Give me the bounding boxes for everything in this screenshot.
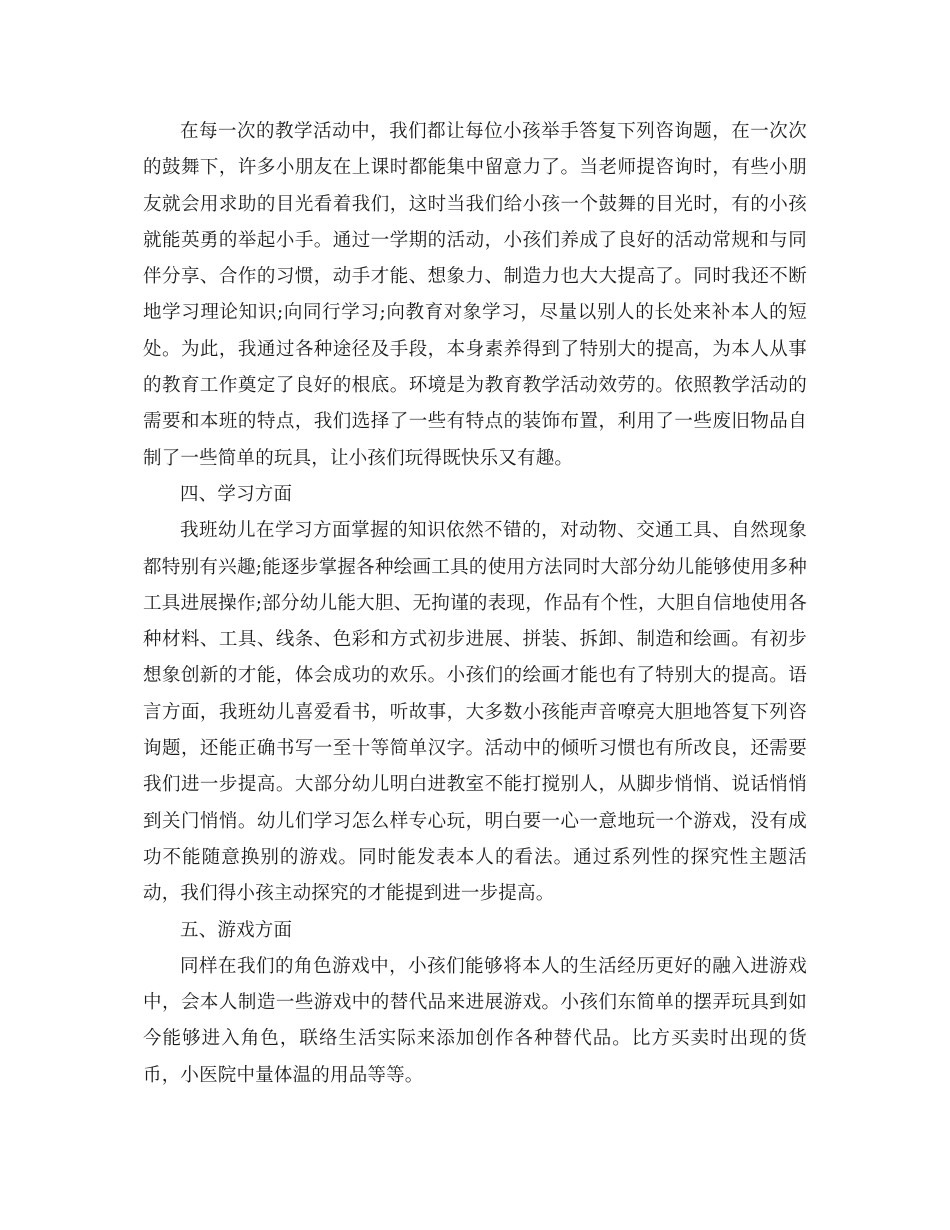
paragraph-learning: 我班幼儿在学习方面掌握的知识依然不错的，对动物、交通工具、自然现象都特别有兴趣;能逐步掌握各种绘画工具的使用方法同时大部分幼儿能够使用多种工具进展操作;部分幼儿能大胆、无拘谨的表现，作品有个性，大胆自信地使用各种材料、工具、线条、色彩和方式初步进展、拼装、拆卸、制造和绘画。有初步想象创新的才能，体会成功的欢乐。小孩们的绘画才能也有了特别大的提高。语言方面，我班幼儿喜爱看书，听故事，大多数小孩能声音嘹亮大胆地答复下列咨询题，还能正确书写一至十等简单汉字。活动中的倾听习惯也有所改良，还需要我们进一步提高。大部分幼儿明白进教室不能打搅别人，从脚步悄悄、说话悄悄到关门悄悄。幼儿们学习怎么样专心玩，明白要一心一意地玩一个游戏，没有成功不能随意换别的游戏。同时能发表本人的看法。通过系列性的探究性主题活动，我们得小孩主动探究的才能提到进一步提高。 — [143, 520, 807, 905]
section-heading-learning: 四、学习方面 — [180, 483, 293, 505]
section-heading-games: 五、游戏方面 — [180, 919, 293, 941]
paragraph-teaching-activities: 在每一次的教学活动中，我们都让每位小孩举手答复下列咨询题，在一次次的鼓舞下，许多小朋友在上课时都能集中留意力了。当老师提咨询时，有些小朋友就会用求助的目光看着我们，这时当我们给小孩一个鼓舞的目光时，有的小孩就能英勇的举起小手。通过一学期的活动，小孩们养成了良好的活动常规和与同伴分享、合作的习惯，动手才能、想象力、制造力也大大提高了。同时我还不断地学习理论知识;向同行学习;向教育对象学习，尽量以别人的长处来补本人的短处。为此，我通过各种途径及手段，本身素养得到了特别大的提高，为本人从事的教育工作奠定了良好的根底。环境是为教育教学活动效劳的。依照教学活动的需要和本班的特点，我们选择了一些有特点的装饰布置，利用了一些废旧物品自制了一些简单的玩具，让小孩们玩得既快乐又有趣。 — [143, 121, 807, 469]
document-body — [143, 114, 807, 1094]
paragraph-games: 同样在我们的角色游戏中，小孩们能够将本人的生活经历更好的融入进游戏中，会本人制造一些游戏中的替代品来进展游戏。小孩们东简单的摆弄玩具到如今能够进入角色，联络生活实际来添加创作各种替代品。比方买卖时出现的货币，小医院中量体温的用品等等。 — [143, 955, 807, 1086]
